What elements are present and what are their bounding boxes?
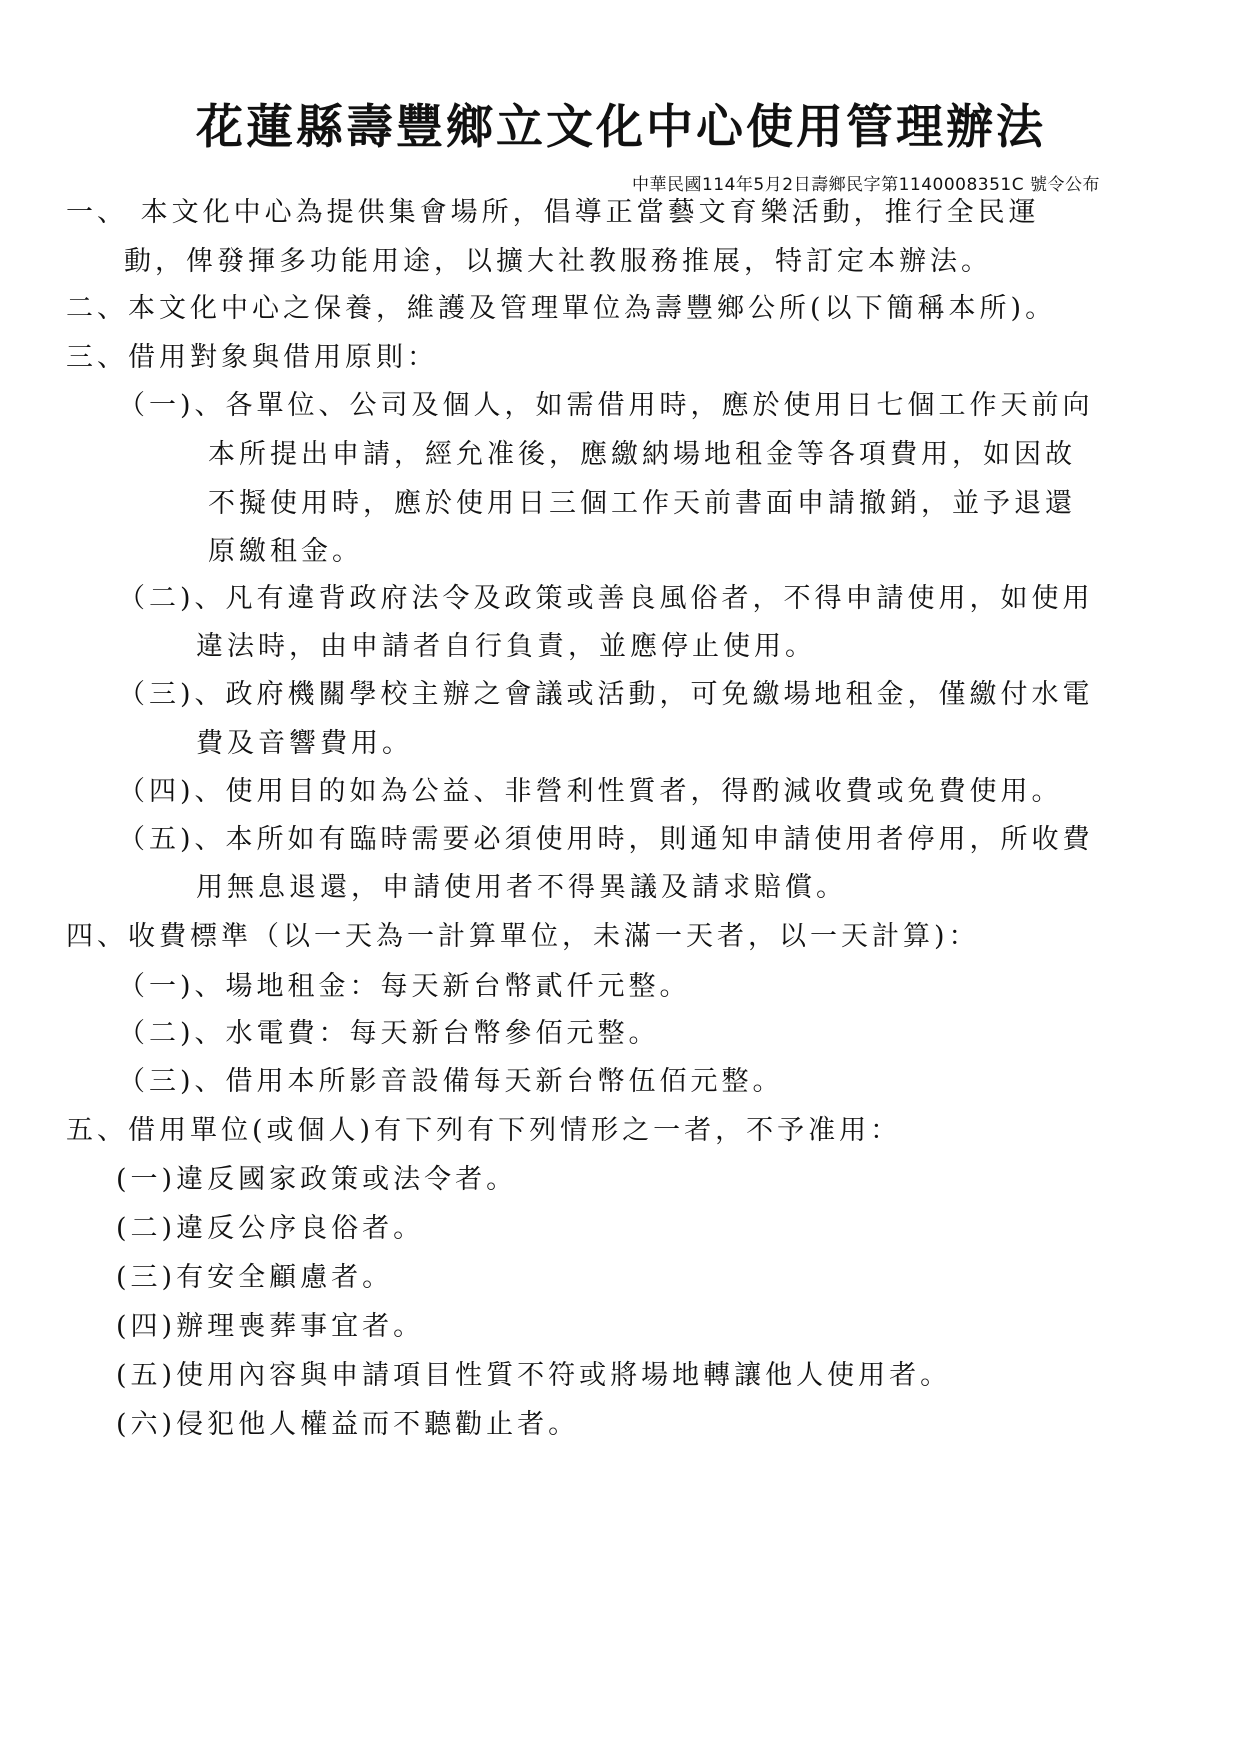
article-5-item-4: (四)辦理喪葬事宜者。 bbox=[116, 1311, 425, 1342]
article-3-item-2-line-1: （二)、凡有違背政府法令及政策或善良風俗者，不得申請使用，如使用 bbox=[118, 583, 1094, 614]
article-3-item-1-line-4: 原繳租金。 bbox=[208, 536, 363, 567]
promulgation-note: 中華民國114年5月2日壽鄉民字第1140008351C 號令公布 bbox=[631, 175, 1100, 195]
article-5-item-6: (六)侵犯他人權益而不聽勸止者。 bbox=[116, 1409, 580, 1440]
article-4-item-2: （二)、水電費：每天新台幣參佰元整。 bbox=[118, 1018, 660, 1049]
article-3-item-2-line-2: 違法時，由申請者自行負責，並應停止使用。 bbox=[196, 631, 816, 662]
article-3-item-1-line-3: 不擬使用時，應於使用日三個工作天前書面申請撤銷，並予退還 bbox=[208, 488, 1076, 519]
article-5-item-3: (三)有安全顧慮者。 bbox=[116, 1262, 394, 1293]
article-3-item-5-line-1: （五)、本所如有臨時需要必須使用時，則通知申請使用者停用，所收費 bbox=[118, 824, 1094, 855]
article-5-item-2: (二)違反公序良俗者。 bbox=[116, 1213, 425, 1244]
article-1-line-2: 動，俾發揮多功能用途，以擴大社教服務推展，特訂定本辦法。 bbox=[124, 246, 992, 277]
article-2: 二、本文化中心之保養，維護及管理單位為壽豐鄉公所(以下簡稱本所)。 bbox=[66, 293, 1057, 324]
article-3: 三、借用對象與借用原則： bbox=[66, 342, 438, 373]
article-3-item-3-line-2: 費及音響費用。 bbox=[196, 728, 413, 759]
article-3-item-1-line-2: 本所提出申請，經允准後，應繳納場地租金等各項費用，如因故 bbox=[208, 439, 1076, 470]
article-1-line-1: 一、 本文化中心為提供集會場所，倡導正當藝文育樂活動，推行全民運 bbox=[66, 197, 1040, 228]
article-3-item-5-line-2: 用無息退還，申請使用者不得異議及請求賠償。 bbox=[196, 872, 847, 903]
article-3-item-4: （四)、使用目的如為公益、非營利性質者，得酌減收費或免費使用。 bbox=[118, 776, 1063, 807]
article-4-item-1: （一)、場地租金：每天新台幣貳仟元整。 bbox=[118, 971, 691, 1002]
article-4-item-3: （三)、借用本所影音設備每天新台幣伍佰元整。 bbox=[118, 1066, 784, 1097]
article-3-item-3-line-1: （三)、政府機關學校主辦之會議或活動，可免繳場地租金，僅繳付水電 bbox=[118, 679, 1094, 710]
article-5-item-5: (五)使用內容與申請項目性質不符或將場地轉讓他人使用者。 bbox=[116, 1360, 952, 1391]
article-4: 四、收費標準（以一天為一計算單位，未滿一天者，以一天計算)： bbox=[66, 921, 980, 952]
document-title: 花蓮縣壽豐鄉立文化中心使用管理辦法 bbox=[196, 100, 1046, 155]
article-5: 五、借用單位(或個人)有下列有下列情形之一者，不予准用： bbox=[66, 1115, 902, 1146]
article-5-item-1: (一)違反國家政策或法令者。 bbox=[116, 1164, 518, 1195]
article-3-item-1-line-1: （一)、各單位、公司及個人，如需借用時，應於使用日七個工作天前向 bbox=[118, 390, 1094, 421]
